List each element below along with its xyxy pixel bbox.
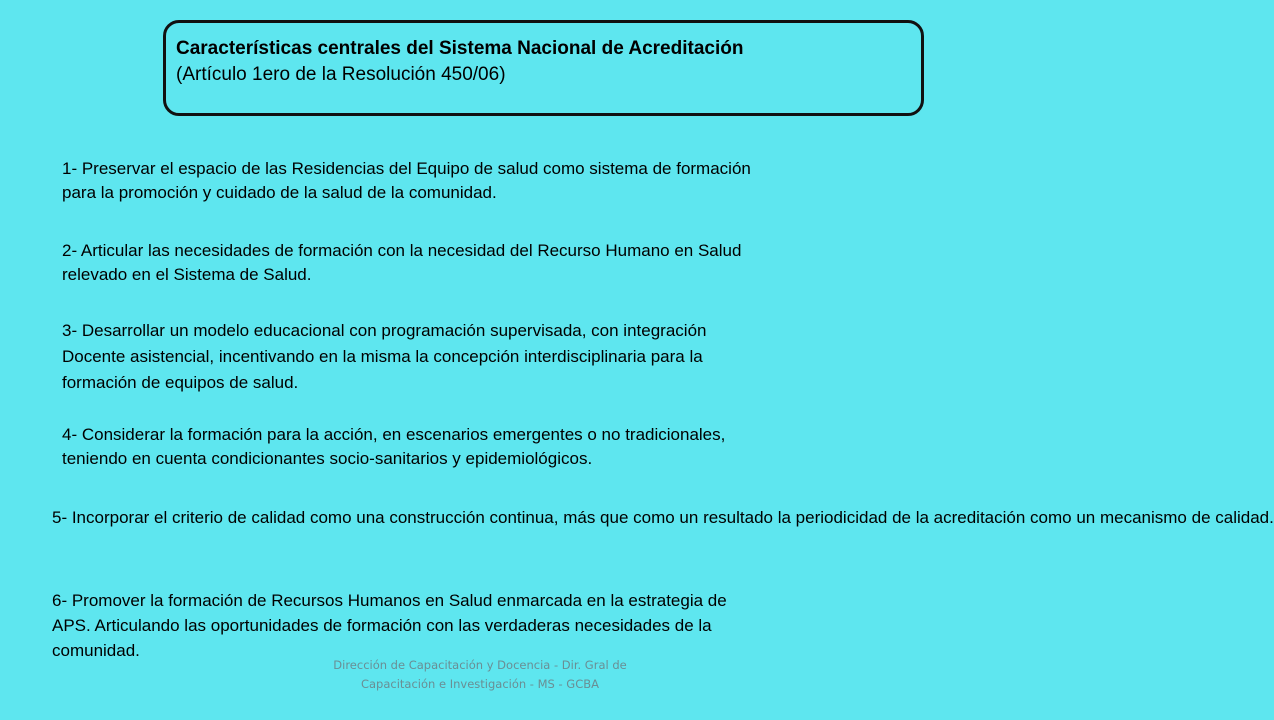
list-item-4: 4- Considerar la formación para la acción, en escenarios emergentes o no tradicionales, teniendo en cuenta condicionantes socio-sanitarios y epidemiológicos. bbox=[62, 425, 726, 468]
title-box bbox=[163, 20, 924, 116]
page-subtitle: (Artículo 1ero de la Resolución 450/06) bbox=[176, 64, 506, 85]
list-item-1: 1- Preservar el espacio de las Residencias del Equipo de salud como sistema de formación para la promoción y cuidado de la salud de la comunidad. bbox=[62, 159, 751, 202]
list-item-2: 2- Articular las necesidades de formación con la necesidad del Recurso Humano en Salud relevado en el Sistema de Salud. bbox=[62, 241, 742, 284]
list-item-6: 6- Promover la formación de Recursos Humanos en Salud enmarcada en la estrategia de APS. Articulando las oportunidades de formación con las verdaderas necesidades de la comunidad. bbox=[52, 591, 727, 660]
list-item-5: 5- Incorporar el criterio de calidad como una construcción continua, más que como un resultado la periodicidad de la acreditación como un mecanismo de calidad. bbox=[52, 508, 1274, 527]
page-title: Características centrales del Sistema Nacional de Acreditación bbox=[176, 38, 744, 59]
footer-text: Dirección de Capacitación y Docencia - Dir. Gral de Capacitación e Investigación - MS - GCBA bbox=[333, 658, 627, 691]
list-item-3: 3- Desarrollar un modelo educacional con programación supervisada, con integración Docente asistencial, incentivando en la misma la concepción interdisciplinaria para la formación de equipos de salud. bbox=[62, 321, 707, 392]
